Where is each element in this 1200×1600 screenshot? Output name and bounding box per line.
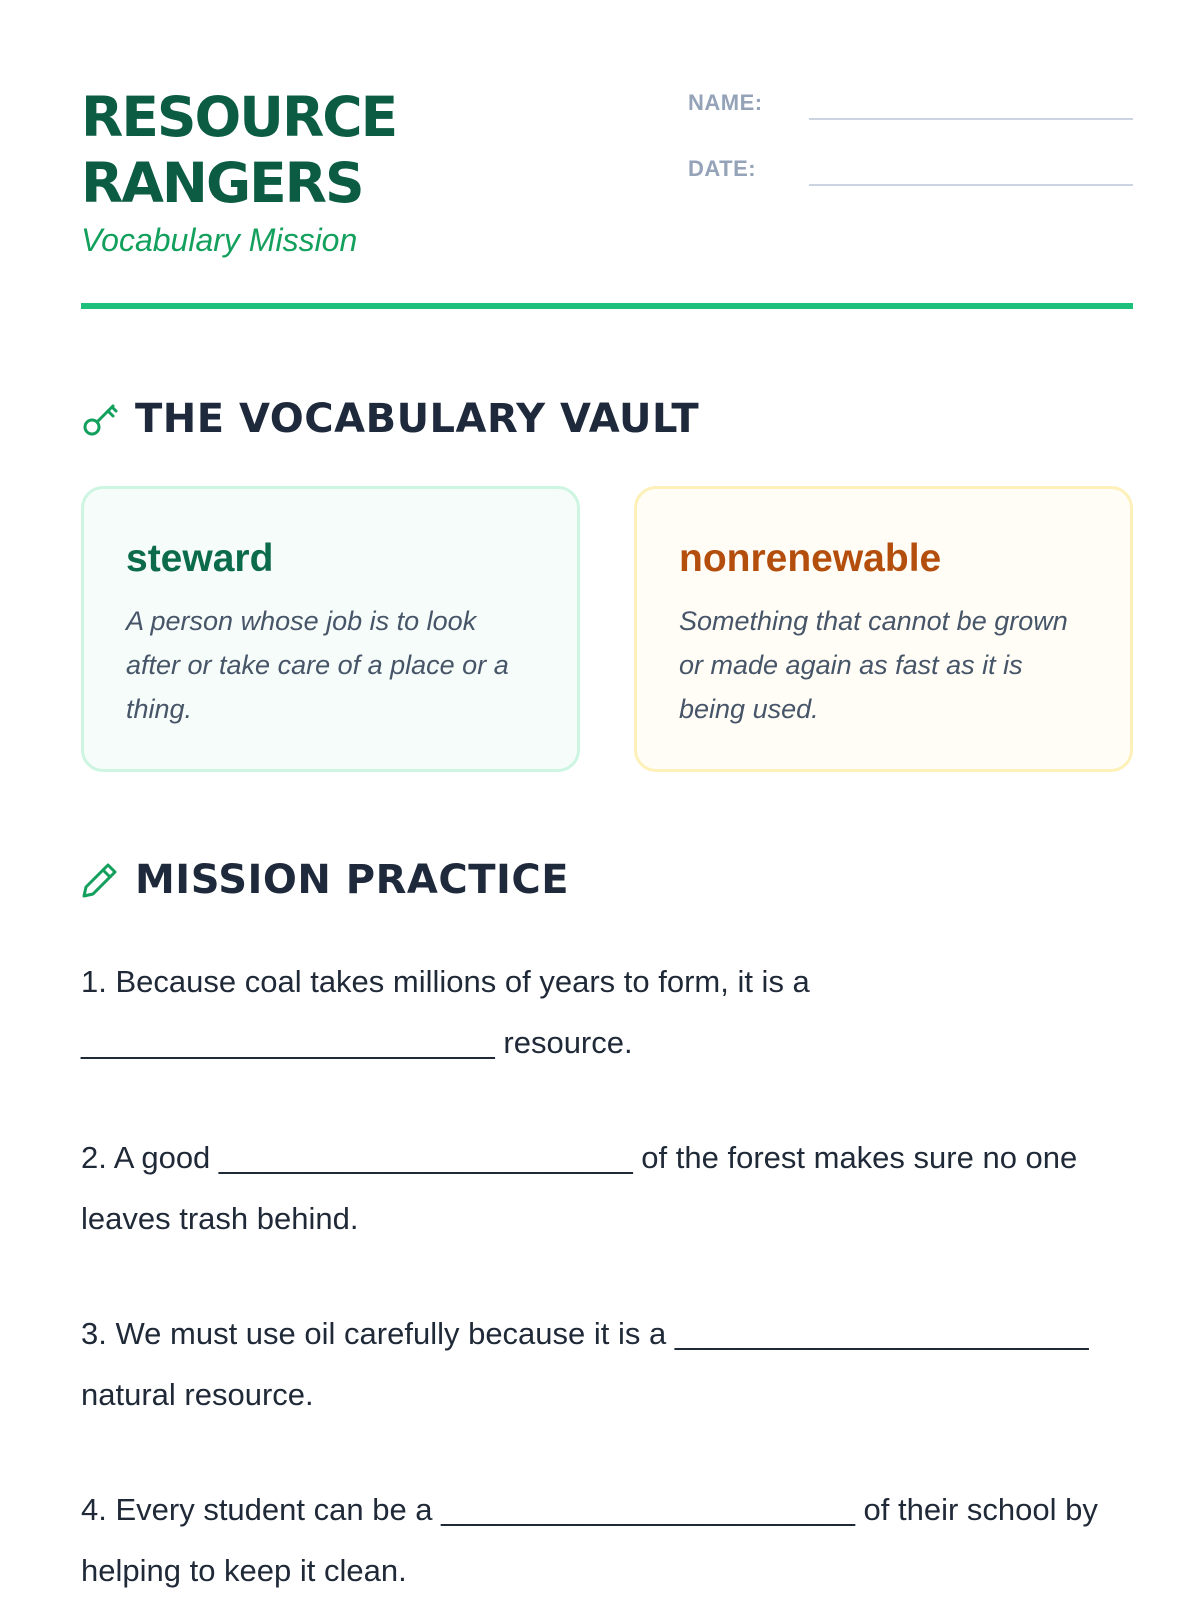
vocabulary-vault-title: THE VOCABULARY VAULT — [135, 396, 700, 442]
vocab-term: nonrenewable — [679, 537, 942, 580]
header-divider — [81, 303, 1133, 309]
name-label: NAME: — [688, 90, 763, 115]
worksheet-title-block — [81, 84, 396, 260]
date-row — [688, 150, 1133, 216]
key-icon — [81, 400, 119, 438]
vocab-card-steward — [81, 486, 580, 772]
worksheet-subtitle: Vocabulary Mission — [81, 222, 358, 258]
vocab-definition: Something that cannot be grown or made again as fast as it is being used. — [679, 606, 1068, 724]
name-row — [688, 84, 1133, 150]
vocab-term: steward — [126, 537, 274, 580]
vocab-definition: A person whose job is to look after or take care of a place or a thing. — [126, 606, 509, 724]
practice-question-3[interactable]: 3. We must use oil carefully because it is a ________________________ natural resource. — [81, 1316, 1089, 1412]
title-line-1: RESOURCE — [81, 85, 397, 149]
mission-practice-title: MISSION PRACTICE — [135, 857, 570, 903]
name-date-fields — [688, 84, 1133, 216]
vocabulary-vault-heading — [81, 396, 699, 442]
practice-question-4[interactable]: 4. Every student can be a ________________________ of their school by helping to keep it clean. — [81, 1492, 1098, 1588]
name-field-line[interactable] — [809, 118, 1133, 120]
mission-practice-heading — [81, 857, 569, 903]
date-label: DATE: — [688, 156, 757, 181]
title-line-2: RANGERS — [81, 151, 363, 215]
practice-question-1[interactable]: 1. Because coal takes millions of years to form, it is a ________________________ resource. — [81, 964, 810, 1060]
pencil-icon — [81, 861, 119, 899]
practice-question-2[interactable]: 2. A good ________________________ of the forest makes sure no one leaves trash behind. — [81, 1140, 1078, 1236]
vocab-card-nonrenewable — [634, 486, 1133, 772]
date-field-line[interactable] — [809, 184, 1133, 186]
practice-questions — [81, 951, 1141, 1600]
